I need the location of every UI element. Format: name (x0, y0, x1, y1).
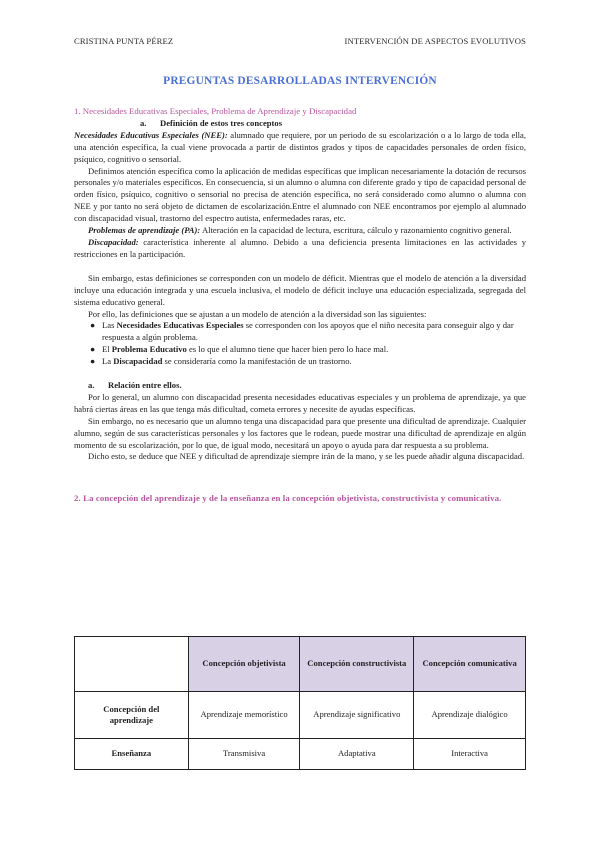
atencion-paragraph: Definimos atención específica como la aplicación de medidas específicas que implican necesariamente la dotación de recursos personales y/o materiales específicos. En consecuencia, si un alumno o alumna con diferente grado y tipo de capacidad personal de orden físico, psíquico, cognitivo o sensorial no precisa de atención específica, no será considerado como alumno o alumna con NEE y por tanto no será objeto de dictamen de escolarización.Entre el alumnado con NEE encontramos por ejemplo al alumnado con discapacidad visual, trastorno del espectro autista, enfermedades raras, etc. (74, 165, 526, 224)
deficit-paragraph: Sin embargo, estas definiciones se corresponden con un modelo de déficit. Mientras que el modelo de atención a la diversidad incluye una educación integrada y una escuela inclusiva, el modelo de déficit incluye una educación especializada, segregada del sistema educativo general. (74, 272, 526, 307)
table-cell: Aprendizaje memorístico (188, 692, 300, 739)
table-corner-cell (75, 637, 189, 692)
disc-term: Discapacidad: (88, 236, 139, 247)
nee-term: Necesidades Educativas Especiales (NEE): (74, 129, 228, 140)
section-2-heading: 2. La concepción del aprendizaje y de la enseñanza en la concepción objetivista, constructivista y comunicativa. (74, 493, 502, 504)
pa-text: Alteración en la capacidad de lectura, escritura, cálculo y razonamiento cognitivo general. (200, 225, 512, 236)
pa-definition (74, 225, 526, 237)
table-cell: Adaptativa (300, 739, 414, 770)
table-cell: Transmisiva (188, 739, 300, 770)
definitions-list (74, 320, 526, 368)
nee-text: alumnado que requiere, por un periodo de su escolarización o a lo largo de toda ella, una atención específica, la cual viene provocada a partir de distintos grados y tipos de capacidades personales de orden físico, psíquico, cognitivo o sensorial. (74, 129, 526, 164)
bullet-icon: ● (90, 320, 96, 331)
subheading-definitions (74, 118, 526, 130)
pa-term: Problemas de aprendizaje (PA): (88, 225, 201, 236)
list-item: ● La Discapacidad se consideraría como la manifestación de un trastorno. (90, 356, 352, 367)
subheading-marker: a. (140, 117, 147, 128)
subheading-relation (74, 380, 526, 392)
header-constructivista: Concepción constructivista (300, 637, 414, 692)
table-header-row (75, 637, 526, 692)
row-label-aprendizaje: Concepción del aprendizaje (75, 692, 189, 739)
relation-paragraph-3: Dicho esto, se deduce que NEE y dificultad de aprendizaje siempre irán de la mano, y se les puede añadir alguna discapacidad. (88, 451, 525, 462)
header-subject: INTERVENCIÓN DE ASPECTOS EVOLUTIVOS (344, 36, 526, 46)
subheading-marker: a. (88, 380, 95, 391)
table-cell: Aprendizaje dialógico (414, 692, 526, 739)
row-label-ensenanza: Enseñanza (75, 739, 189, 770)
table-row (75, 739, 526, 770)
porello-paragraph: Por ello, las definiciones que se ajustan a un modelo de atención a la diversidad son las siguientes: (88, 308, 427, 319)
table-cell: Aprendizaje significativo (300, 692, 414, 739)
subheading-text: Relación entre ellos. (108, 380, 182, 391)
list-item: ● Las Necesidades Educativas Especiales se corresponden con los apoyos que el niño necesita para conseguir algo y dar respuesta a algún problema. (90, 320, 514, 343)
disc-text: característica inherente al alumno. Debido a una deficiencia presenta limitaciones en las actividades y restricciones en la participación. (74, 236, 526, 259)
header-author: CRISTINA PUNTA PÉREZ (74, 36, 174, 46)
table-cell: Interactiva (414, 739, 526, 770)
conception-table (74, 636, 526, 770)
nee-definition (74, 130, 526, 166)
page-header (74, 36, 526, 46)
table-row (75, 692, 526, 739)
bullet-icon: ● (90, 356, 96, 367)
document-title: PREGUNTAS DESARROLLADAS INTERVENCIÓN (163, 75, 437, 87)
header-objetivista: Concepción objetivista (188, 637, 300, 692)
subheading-text: Definición de estos tres conceptos (160, 117, 283, 128)
header-comunicativa: Concepción comunicativa (414, 637, 526, 692)
list-item: ● El Problema Educativo es lo que el alumno tiene que hacer bien pero lo hace mal. (90, 344, 389, 355)
bullet-icon: ● (90, 344, 96, 355)
document-body (74, 106, 526, 505)
relation-paragraph-1: Por lo general, un alumno con discapacidad presenta necesidades educativas especiales y un problema de aprendizaje, ya que habrá ciertas áreas en las que tenga más dificultad, cometa errores y necesite de ayudas específicas. (74, 391, 526, 414)
discapacidad-definition (74, 237, 526, 261)
relation-paragraph-2: Sin embargo, no es necesario que un alumno tenga una discapacidad para que presente una dificultad de aprendizaje. Cualquier alumno, según de sus características personales y los factores que le rodean, puede mostrar una dificultad de aprendizaje en algún momento de su escolarización, por lo que, de igual modo, necesitará un apoyo o ayuda para dar respuesta a su problema. (74, 415, 526, 450)
section-1-heading: 1. Necesidades Educativas Especiales, Problema de Aprendizaje y Discapacidad (74, 106, 357, 116)
